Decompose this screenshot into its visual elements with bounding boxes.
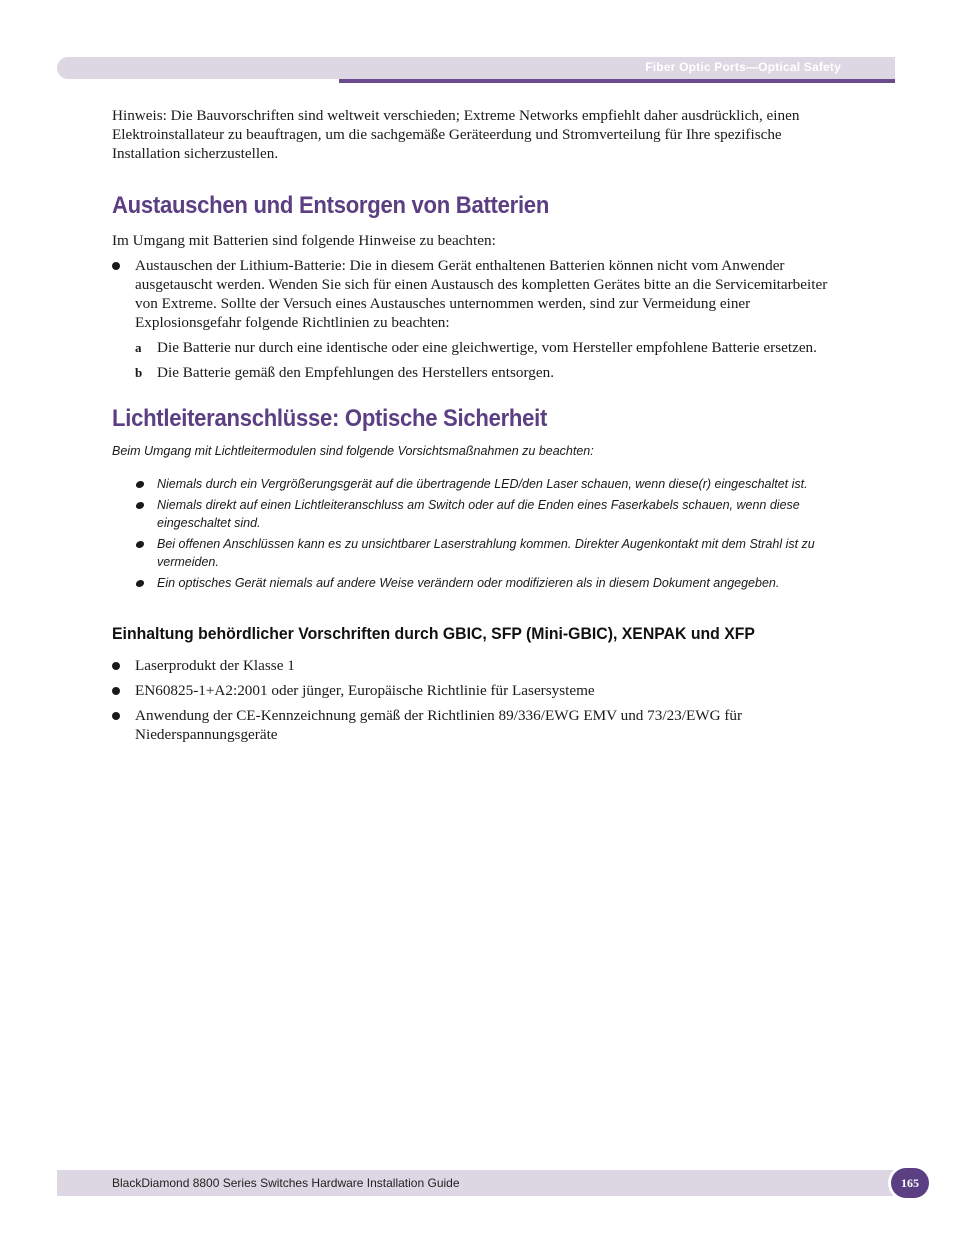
list-item-text: Bei offenen Anschlüssen kann es zu unsichtbarer Laserstrahlung kommen. Direkter Augenkontakt mit dem Strahl ist zu vermeiden. [157, 537, 815, 569]
section-heading-optical-safety: Lichtleiteranschlüsse: Optische Sicherheit [112, 405, 548, 432]
bullet-icon [135, 580, 144, 587]
page-number-badge: 165 [891, 1168, 929, 1198]
footer-document-title: BlackDiamond 8800 Series Switches Hardware Installation Guide [112, 1176, 460, 1190]
intro-note: Hinweis: Die Bauvorschriften sind weltweit verschieden; Extreme Networks empfiehlt daher ausdrücklich, einen Elektroinstallateur zu beauftragen, um die sachgemäße Geräteerdung und Stromverteilung für Ihre spezifische Installation sicherzustellen. [112, 107, 800, 162]
list-item [134, 535, 842, 571]
bullet-icon [112, 712, 120, 720]
list-item [134, 574, 842, 592]
list-item-text: Laserprodukt der Klasse 1 [135, 657, 295, 674]
step-letter: a [135, 340, 142, 355]
list-item [135, 363, 842, 382]
header-rule [339, 79, 895, 83]
bullet-icon [135, 502, 144, 509]
bullet-icon [135, 541, 144, 548]
list-item [112, 256, 842, 332]
section-heading-batteries: Austauschen und Entsorgen von Batterien [112, 192, 550, 219]
header-bar [57, 57, 895, 79]
battery-steps-list [112, 338, 842, 382]
footer-bar [57, 1170, 895, 1196]
running-header-title: Fiber Optic Ports—Optical Safety [645, 60, 841, 74]
bullet-icon [112, 687, 120, 695]
list-item-text: Niemals durch ein Vergrößerungsgerät auf die übertragende LED/den Laser schauen, wenn diese(r) eingeschaltet ist. [157, 477, 808, 491]
list-item-text: Ein optisches Gerät niemals auf andere Weise verändern oder modifizieren als in diesem Dokument angegeben. [157, 576, 780, 590]
step-text: Die Batterie nur durch eine identische oder eine gleichwertige, vom Hersteller empfohlene Batterie ersetzen. [157, 339, 817, 356]
list-item [135, 338, 842, 357]
list-item [134, 496, 842, 532]
batteries-bullet-list [112, 256, 842, 332]
page-content [112, 106, 842, 744]
step-text: Die Batterie gemäß den Empfehlungen des Herstellers entsorgen. [157, 364, 554, 381]
step-letter: b [135, 365, 143, 380]
list-item [134, 475, 842, 493]
bullet-icon [112, 262, 120, 270]
optical-bullet-list [112, 475, 842, 592]
list-item-text: Anwendung der CE-Kennzeichnung gemäß der Richtlinien 89/336/EWG EMV und 73/23/EWG für Niederspannungsgeräte [135, 707, 743, 743]
batteries-intro: Im Umgang mit Batterien sind folgende Hinweise zu beachten: [112, 232, 496, 249]
optical-intro: Beim Umgang mit Lichtleitermodulen sind folgende Vorsichtsmaßnahmen zu beachten: [112, 444, 594, 458]
bullet-icon [112, 662, 120, 670]
list-item [112, 681, 842, 700]
list-item-text: EN60825-1+A2:2001 oder jünger, Europäische Richtlinie für Lasersysteme [135, 682, 595, 699]
subsection-heading-compliance: Einhaltung behördlicher Vorschriften durch GBIC, SFP (Mini-GBIC), XENPAK und XFP [112, 624, 755, 643]
list-item-text: Austauschen der Lithium-Batterie: Die in diesem Gerät enthaltenen Batterien können nicht vom Anwender ausgetauscht werden. Wenden Sie sich für einen Austausch des kompletten Gerätes bitte an die Servicemitarbeiter von Extreme. Sollte der Versuch eines Austausches unternommen werden, sind zur Vermeidung einer Explosionsgefahr folgende Richtlinien zu beachten: [135, 257, 828, 331]
compliance-bullet-list [112, 656, 842, 744]
list-item-text: Niemals direkt auf einen Lichtleiteranschluss am Switch oder auf die Enden eines Faserkabels schauen, wenn diese eingeschaltet sind. [157, 498, 800, 530]
list-item [112, 656, 842, 675]
bullet-icon [135, 481, 144, 488]
list-item [112, 706, 842, 744]
